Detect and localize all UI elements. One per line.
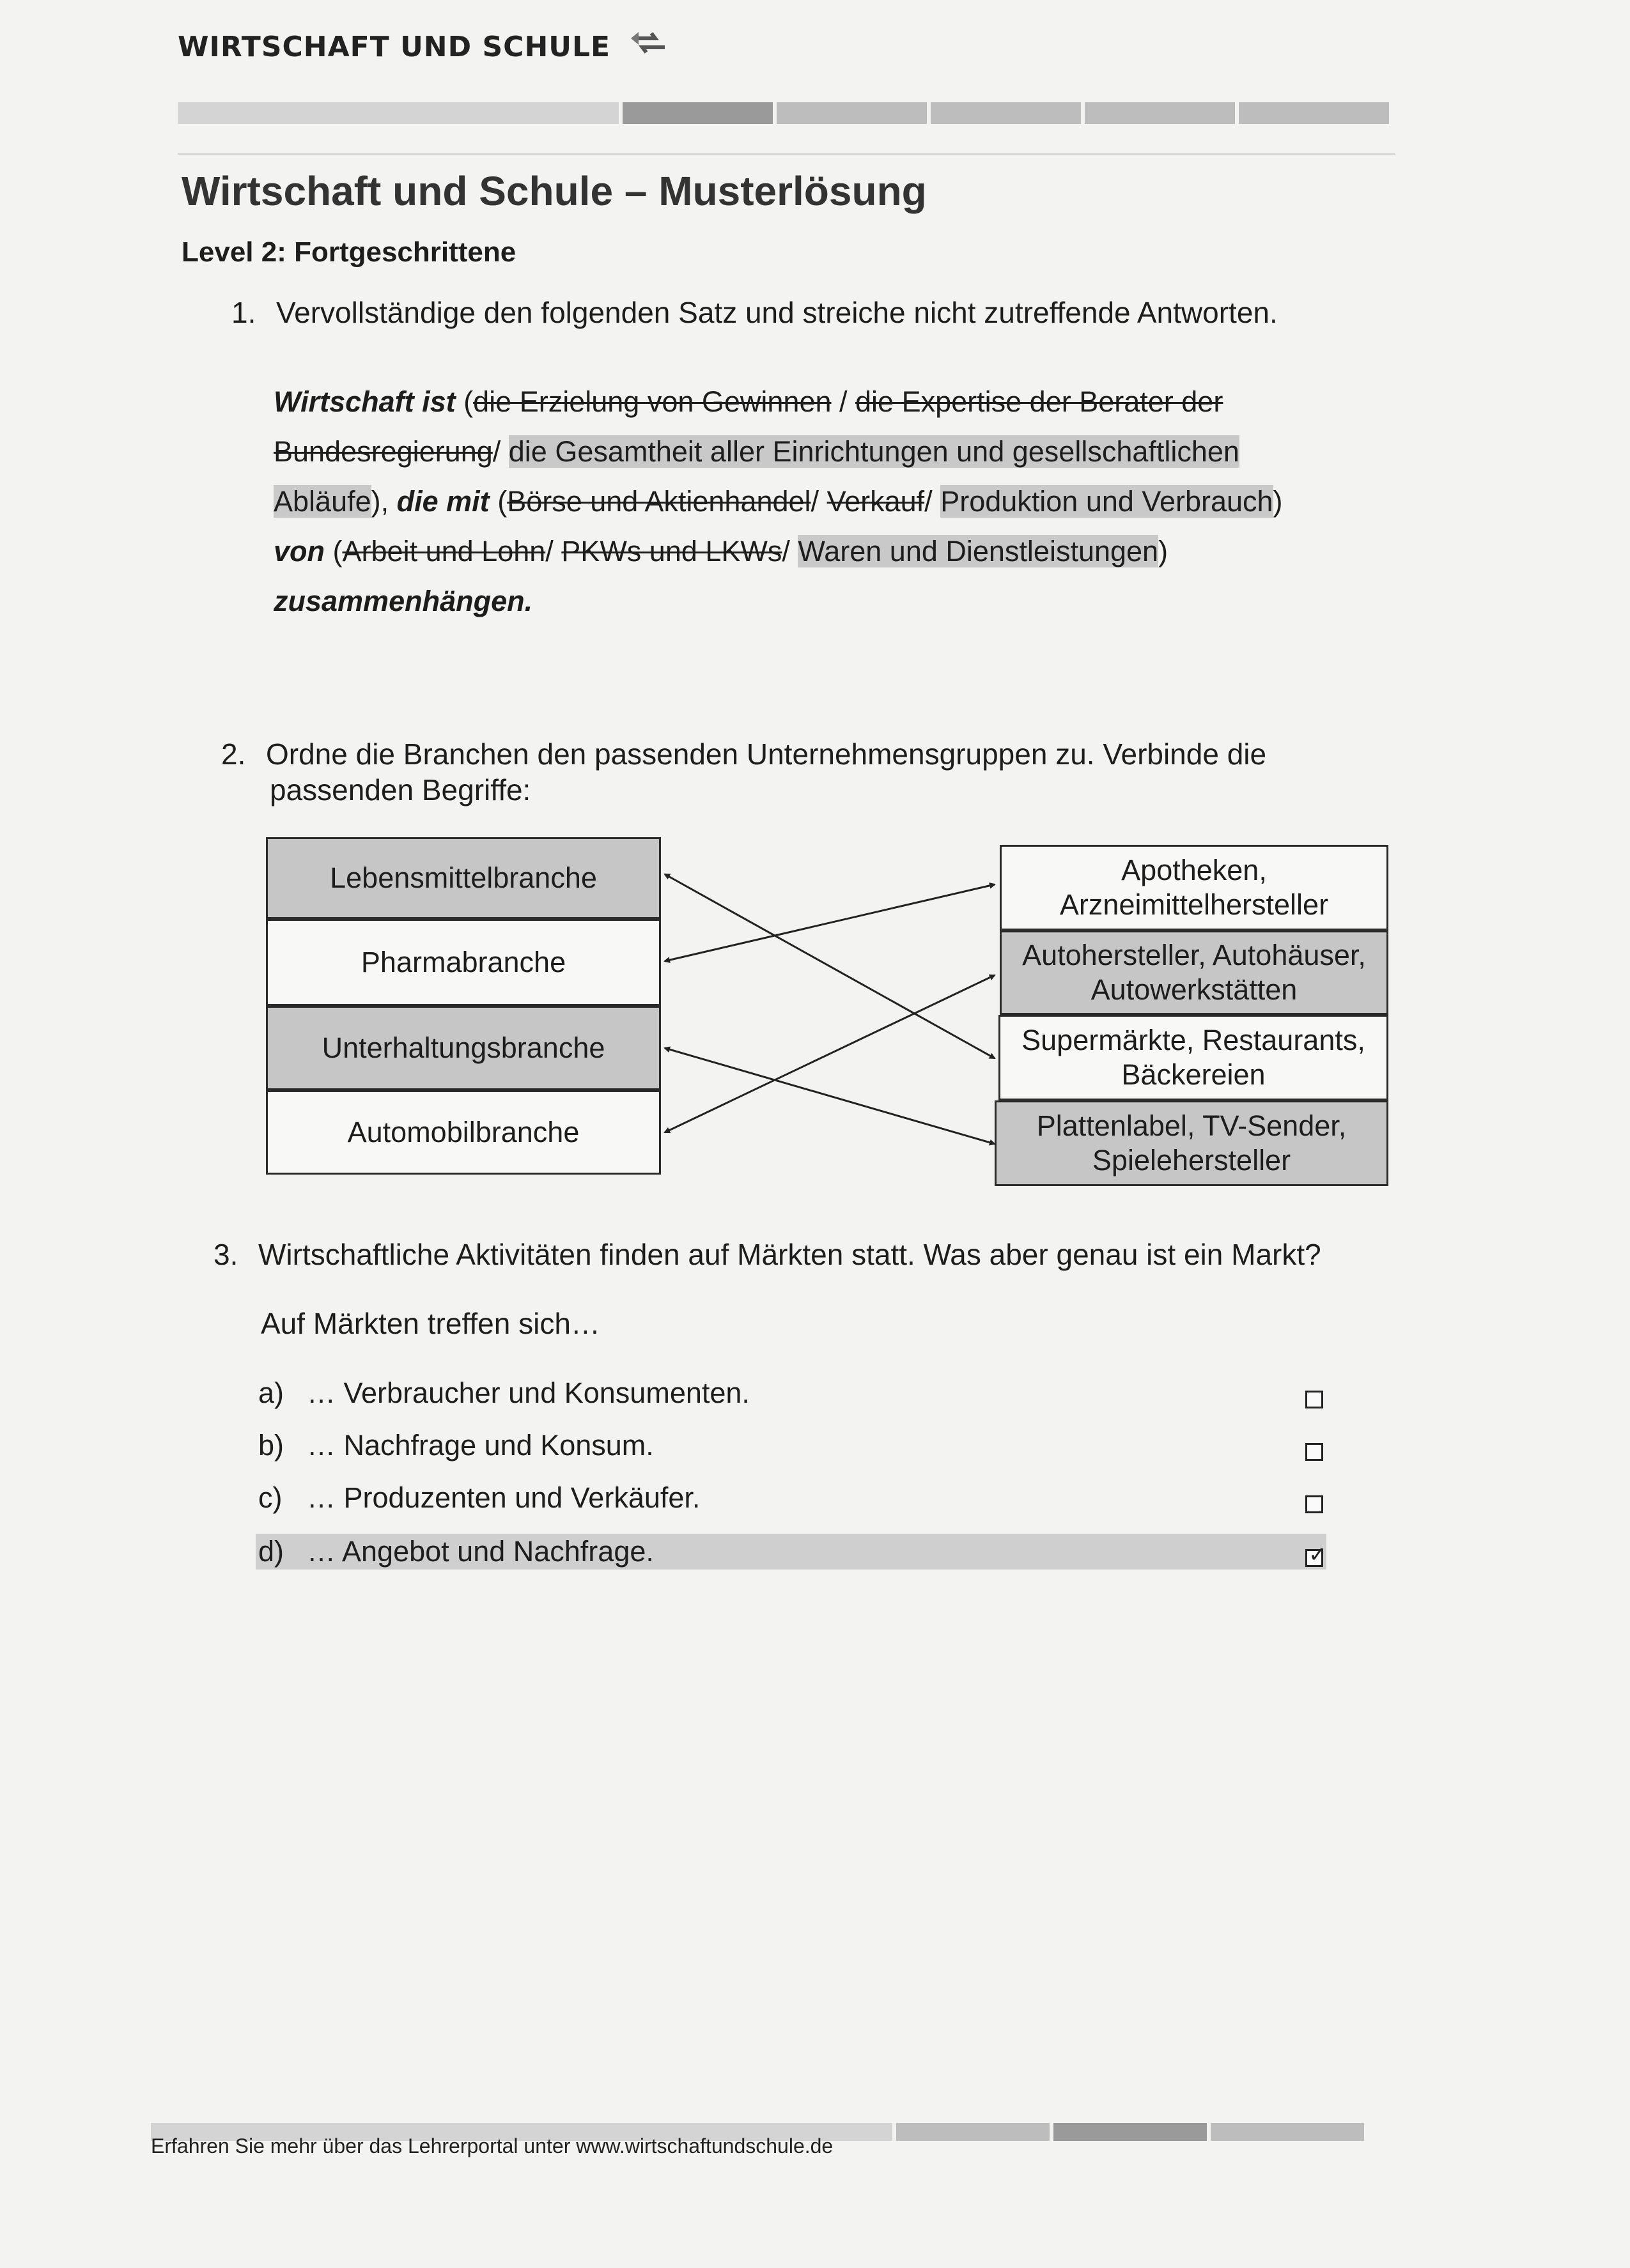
q3-lead: Auf Märkten treffen sich… [261, 1307, 600, 1340]
group-label: Autowerkstätten [1091, 973, 1298, 1006]
branch-label: Unterhaltungsbranche [322, 1031, 605, 1064]
level-heading: Level 2: Fortgeschrittene [182, 236, 516, 268]
option-text: … Produzenten und Verkäufer. [307, 1481, 701, 1514]
q1-open1: ( [463, 385, 474, 418]
q1-opt4: Börse und Aktienhandel [507, 485, 811, 518]
q2-prompt-line2: passenden Begriffe: [270, 773, 531, 806]
group-label: Apotheken, [1121, 854, 1267, 886]
footer-text: Erfahren Sie mehr über das Lehrerportal unter www.wirtschaftundschule.de [151, 2134, 834, 2157]
option-d [258, 1535, 654, 1568]
option-b [258, 1429, 654, 1462]
connection-line [665, 975, 995, 1132]
q1-mid2: von [274, 535, 325, 567]
q1-close3: ) [1158, 535, 1168, 567]
q2-number: 2. [221, 737, 246, 771]
option-c [258, 1481, 700, 1515]
checkmark-icon: ✓ [1308, 1543, 1327, 1567]
brand-name: WIRTSCHAFT UND SCHULE [178, 31, 611, 63]
q1-sep5: / [545, 535, 562, 567]
q1-opt9: Waren und Dienstleistungen [798, 535, 1159, 567]
q1-opt2: die Expertise der Berater der Bundesregierung [274, 385, 1223, 468]
q1-close2: ) [1273, 485, 1283, 518]
q1-sep3: / [811, 485, 827, 518]
q2-prompt-line1: Ordne die Branchen den passenden Unternehmensgruppen zu. Verbinde die [266, 737, 1267, 771]
option-text: … Nachfrage und Konsum. [307, 1429, 654, 1462]
q1-prompt-text: Vervollständige den folgenden Satz und streiche nicht zutreffende Antworten. [276, 296, 1278, 329]
option-letter: b) [258, 1429, 284, 1462]
q1-end: zusammenhängen. [274, 585, 533, 617]
q1-opt1: die Erzielung von Gewinnen [473, 385, 832, 418]
q1-opt5: Verkauf [827, 485, 925, 518]
option-a [258, 1377, 750, 1410]
q1-sep4: / [924, 485, 941, 518]
q1-close1: ), [371, 485, 389, 518]
q1-number: 1. [231, 296, 256, 329]
q1-sep6: / [782, 535, 798, 567]
q1-sep1: / [831, 385, 856, 418]
connection-line [665, 884, 995, 961]
q1-opt6: Produktion und Verbrauch [940, 485, 1273, 518]
q1-opt7: Arbeit und Lohn [342, 535, 546, 567]
q1-open2: ( [497, 485, 508, 518]
q3-prompt [213, 1237, 1321, 1272]
checkbox-b[interactable] [1305, 1443, 1323, 1461]
group-label: Spielehersteller [1092, 1144, 1291, 1176]
q1-opt8: PKWs und LKWs [561, 535, 782, 567]
group-label: Arzneimittelhersteller [1059, 888, 1329, 921]
q3-prompt-text: Wirtschaftliche Aktivitäten finden auf Märkten statt. Was aber genau ist ein Markt? [258, 1238, 1321, 1271]
q1-sep2: / [492, 435, 509, 468]
branch-label: Lebensmittelbranche [330, 861, 597, 894]
option-letter: d) [258, 1535, 284, 1568]
option-letter: c) [258, 1481, 283, 1514]
q1-lead: Wirtschaft ist [274, 385, 456, 418]
q3-number: 3. [213, 1238, 238, 1271]
checkbox-d[interactable] [1305, 1543, 1327, 1567]
q1-mid: die mit [396, 485, 490, 518]
branch-label: Pharmabranche [361, 946, 566, 978]
option-text: … Angebot und Nachfrage. [307, 1535, 654, 1568]
option-letter: a) [258, 1377, 284, 1409]
group-label: Autohersteller, Autohäuser, [1022, 939, 1366, 971]
option-text: … Verbraucher und Konsumenten. [307, 1377, 750, 1409]
connection-line [665, 874, 995, 1058]
connection-line [665, 1048, 995, 1144]
group-label: Bäckereien [1121, 1058, 1266, 1091]
group-label: Plattenlabel, TV-Sender, [1036, 1109, 1347, 1142]
checkbox-c[interactable] [1305, 1495, 1323, 1513]
q1-open3: ( [332, 535, 343, 567]
branch-label: Automobilbranche [347, 1116, 580, 1148]
q1-opt3: die Gesamtheit aller Einrichtungen und gesellschaftlichen Abläufe [274, 435, 1239, 518]
group-label: Supermärkte, Restaurants, [1021, 1024, 1365, 1056]
page-title: Wirtschaft und Schule – Musterlösung [182, 168, 927, 214]
checkbox-a[interactable] [1305, 1391, 1323, 1408]
